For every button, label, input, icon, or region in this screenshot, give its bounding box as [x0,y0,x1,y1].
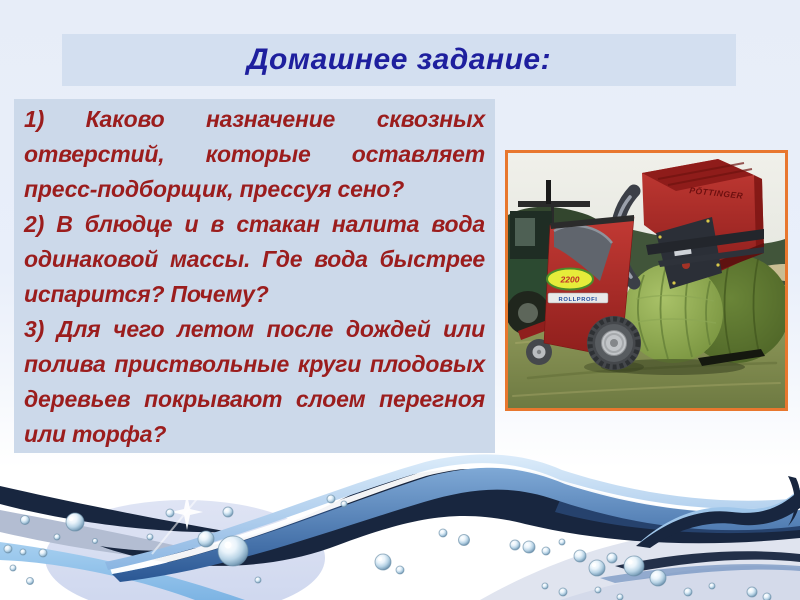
title-banner [62,34,736,86]
baler-photo [508,153,785,408]
wave-graphic [0,450,800,600]
baler-photo-frame [505,150,788,411]
question-3: 3) Для чего летом после дождей или полива приствольные круги плодовых деревьев покрывают слоем перегноя или торфа? [24,316,485,447]
rollprofi-label: ROLLPROFI [558,296,598,303]
water-wave-decoration [0,450,800,600]
homework-questions-panel [14,99,495,453]
slide-title: Домашнее задание: [246,43,552,76]
model-label: 2200 [560,274,580,285]
question-2: 2) В блюдце и в стакан налита вода одинаковой массы. Где вода быстрее испарится? Почему? [24,211,485,307]
question-1: 1) Каково назначение сквозных отверстий, которые оставляет пресс-подборщик, прессуя сено? [24,106,485,202]
pottinger-brand-label: PÖTTINGER [688,185,744,201]
